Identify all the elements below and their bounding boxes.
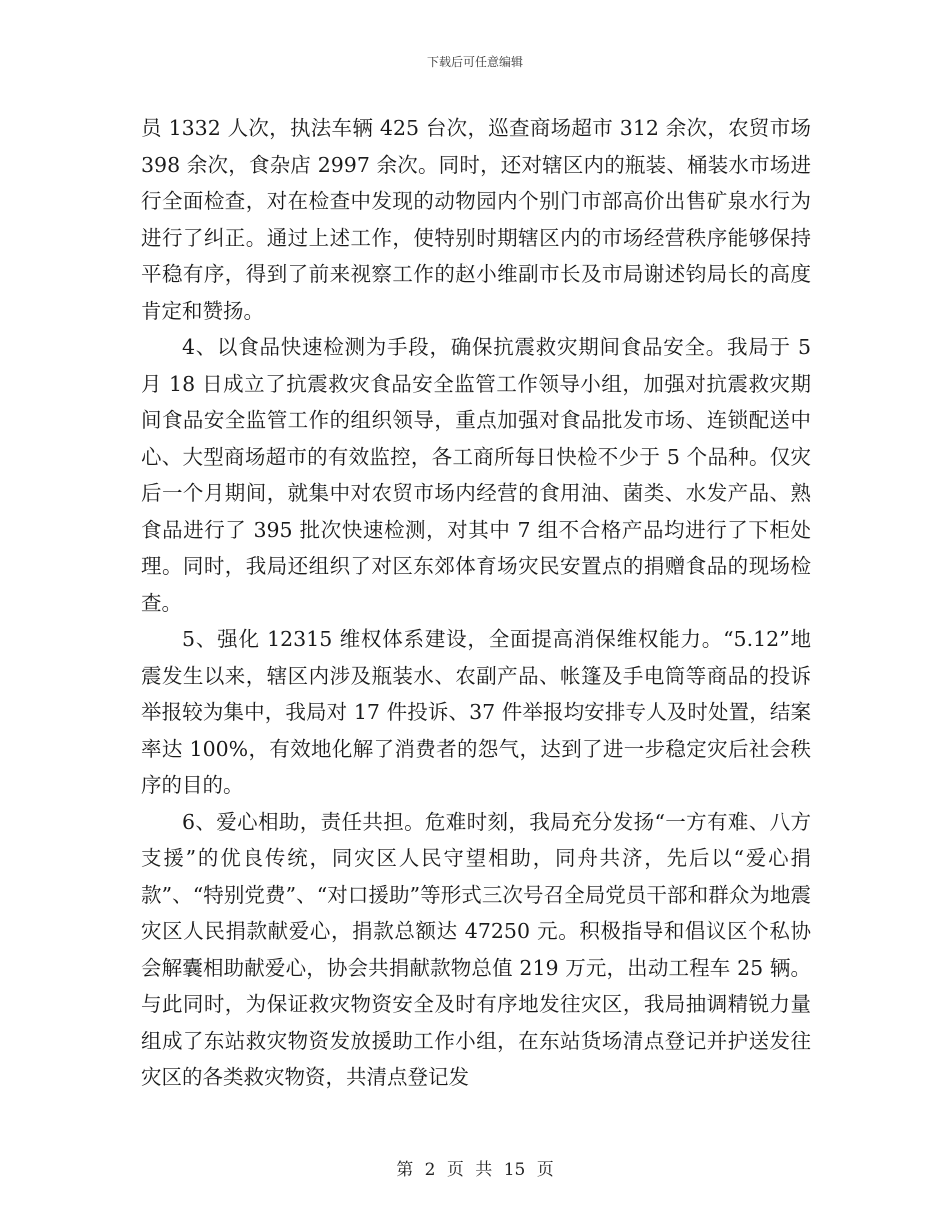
paragraph-4: 6、爱心相助，责任共担。危难时刻，我局充分发扬“一方有难、八方支援”的优良传统，同灾区人民守望相助，同舟共济，先后以“爱心捐款”、“特别党费”、“对口援助”等形式三次号召全局党员干部和群众为地震灾区人民捐款献爱心，捐款总额达 47250 元。积极指导和倡议区个私协会解囊相助献爱心，协会共捐献款物总值 219 万元，出动工程车 25 辆。与此同时，为保证救灾物资安全及时有序地发往灾区，我局抽调精锐力量组成了东站救灾物资发放援助工作小组，在东站货场清点登记并护送发往灾区的各类救灾物资，共清点登记发	[141, 809, 811, 1089]
paragraph-3: 5、强化 12315 维权体系建设，全面提高消保维权能力。“5.12”地震发生以来，辖区内涉及瓶装水、农副产品、帐篷及手电筒等商品的投诉举报较为集中，我局对 17 件投诉、37 件举报均安排专人及时处置，结案率达 100%，有效地化解了消费者的怨气，达到了进一步稳定灾后社会秩序的目的。	[141, 627, 811, 797]
paragraph-2: 4、以食品快速检测为手段，确保抗震救灾期间食品安全。我局于 5 月 18 日成立了抗震救灾食品安全监管工作领导小组，加强对抗震救灾期间食品安全监管工作的组织领导，重点加强对食品批发市场、连锁配送中心、大型商场超市的有效监控，各工商所每日快检不少于 5 个品种。仅灾后一个月期间，就集中对农贸市场内经营的食用油、菌类、水发产品、熟食品进行了 395 批次快速检测，对其中 7 组不合格产品均进行了下柜处理。同时，我局还组织了对区东郊体育场灾民安置点的捐赠食品的现场检查。	[141, 335, 811, 615]
page-header-note: 下载后可任意编辑	[426, 55, 523, 69]
page-number-footer: 第 2 页 共 15 页	[396, 1160, 554, 1180]
document-body	[141, 110, 811, 1096]
paragraph-1: 员 1332 人次，执法车辆 425 台次，巡查商场超市 312 余次，农贸市场 398 余次，食杂店 2997 余次。同时，还对辖区内的瓶装、桶装水市场进行全面检查，对在检查中发现的动物园内个别门市部高价出售矿泉水行为进行了纠正。通过上述工作，使特别时期辖区内的市场经营秩序能够保持平稳有序，得到了前来视察工作的赵小维副市长及市局谢述钧局长的高度肯定和赞扬。	[141, 116, 811, 323]
